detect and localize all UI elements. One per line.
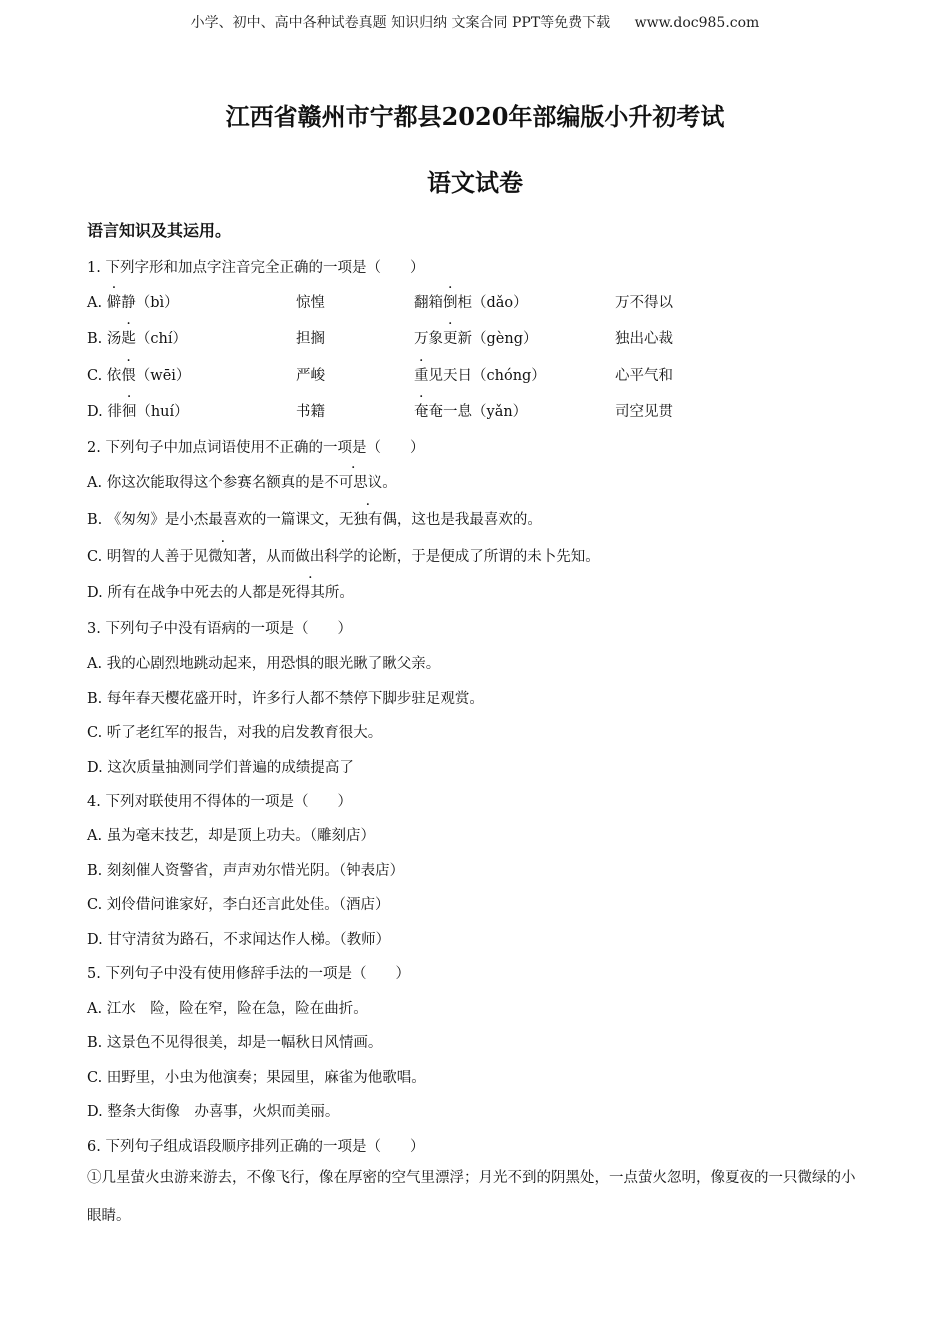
q5-option-d: D. 整条大街像 办喜事，火炽而美丽。 [87,1104,340,1120]
q1-option-d-3: 奄奄一息（yǎn） [414,404,528,420]
q1-option-a-2: 惊惶 [296,295,325,311]
q6-stem: 6. 下列句子组成语段顺序排列正确的一项是（ ） [87,1139,425,1155]
q4-stem: 4. 下列对联使用不得体的一项是（ ） [87,794,352,810]
q1-option-b-4: 独出心裁 [615,331,673,347]
section-heading: 语言知识及其运用。 [87,221,232,240]
q4-option-b: B. 刻刻催人资警省，声声劝尔惜光阴。（钟表店） [87,863,405,879]
q3-option-b: B. 每年春天樱花盛开时，许多行人都不禁停下脚步驻足观赏。 [87,691,484,707]
q1-option-a-1: A. 僻静（bì） [87,295,179,311]
q5-stem: 5. 下列句子中没有使用修辞手法的一项是（ ） [87,966,410,982]
q1-option-a-3: 翻箱倒柜（dǎo） [414,295,528,311]
q1-option-d-4: 司空见贯 [615,404,673,420]
q3-option-d: D. 这次质量抽测同学们普遍的成绩提高了 [87,760,354,776]
q3-stem: 3. 下列句子中没有语病的一项是（ ） [87,621,352,637]
page-header [0,12,950,32]
q6-paragraph: ①几星萤火虫游来游去，不像飞行，像在厚密的空气里漂浮；月光不到的阴黑处，一点萤火忽明，像夏夜的一只微绿的小眼睛。 [87,1170,856,1224]
q1-option-d-2: 书籍 [296,404,325,420]
q4-option-a: A. 虽为毫末技艺，却是顶上功夫。（雕刻店） [87,828,375,844]
q1-option-b-2: 担搁 [296,331,325,347]
q1-option-b-1: B. 汤匙（chí） [87,331,187,347]
header-site[interactable]: www.doc985.com [634,15,760,31]
q2-stem: 2. 下列句子中加点词语使用不正确的一项是（ ） [87,440,425,456]
q4-option-c: C. 刘伶借问谁家好，李白还言此处佳。（酒店） [87,897,390,913]
q3-option-c: C. 听了老红军的报告，对我的启发教育很大。 [87,725,383,741]
q5-option-c: C. 田野里，小虫为他演奏；果园里，麻雀为他歌唱。 [87,1070,426,1086]
q1-option-c-2: 严峻 [296,368,325,384]
q2-option-a: A. 你这次能取得这个参赛名额真的是不可思议。 [87,475,397,491]
q2-option-d: D. 所有在战争中死去的人都是死得其所。 [87,585,354,601]
q3-option-a: A. 我的心剧烈地跳动起来，用恐惧的眼光瞅了瞅父亲。 [87,656,441,672]
q1-option-d-1: D. 徘徊（huí） [87,404,189,420]
q2-option-c: C. 明智的人善于见微知著，从而做出科学的论断，于是便成了所谓的未卜先知。 [87,549,600,565]
q1-stem: 1. 下列字形和加点字注音完全正确的一项是（ ） [87,260,425,276]
q1-option-a-4: 万不得以 [615,295,673,311]
q2-option-b: B. 《匆匆》是小杰最喜欢的一篇课文，无独有偶，这也是我最喜欢的。 [87,512,542,528]
q4-option-d: D. 甘守清贫为路石，不求闻达作人梯。（教师） [87,932,391,948]
q1-option-c-4: 心平气和 [615,368,673,384]
q1-option-c-1: C. 依偎（wēi） [87,368,191,384]
q5-option-a: A. 江水 险，险在窄，险在急，险在曲折。 [87,1001,368,1017]
q1-option-c-3: 重见天日（chóng） [414,368,546,384]
q1-option-b-3: 万象更新（gèng） [414,331,538,347]
exam-title: 江西省赣州市宁都县2020年部编版小升初考试 [225,102,725,131]
exam-subtitle: 语文试卷 [427,168,523,197]
q5-option-b: B. 这景色不见得很美，却是一幅秋日风情画。 [87,1035,383,1051]
header-text: 小学、初中、高中各种试卷真题 知识归纳 文案合同 PPT等免费下载 [190,15,611,31]
